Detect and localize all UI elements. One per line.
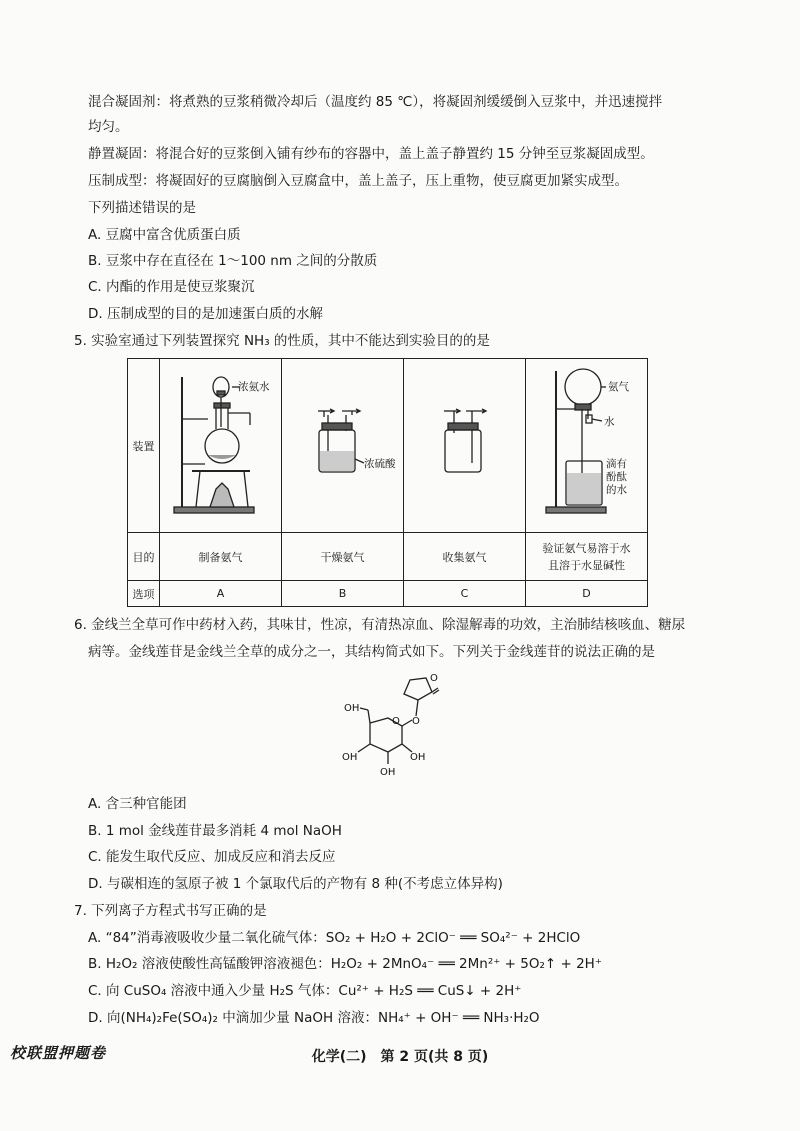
- row-label-purpose: 目的: [128, 533, 160, 581]
- purpose-b: 干燥氨气: [282, 533, 404, 581]
- label-water: 水: [604, 416, 615, 428]
- struct-ring-o: O: [392, 716, 400, 727]
- page-footer: 化学(二) 第 2 页(共 8 页): [311, 1049, 489, 1065]
- struct-oh-1: OH: [344, 703, 360, 714]
- struct-oh-3: OH: [380, 767, 396, 778]
- apparatus-b: [282, 359, 404, 533]
- apparatus-d: [526, 359, 648, 533]
- label-ammonia-gas: 氨气: [608, 381, 629, 393]
- q7-stem: 7. 下列离子方程式书写正确的是: [74, 903, 267, 919]
- intro-line-3: 静置凝固：将混合好的豆浆倒入铺有纱布的容器中，盖上盖子静置约 15 分钟至豆浆凝固成型。: [88, 146, 654, 162]
- q7-option-b: B. H₂O₂ 溶液使酸性高锰酸钾溶液褪色：H₂O₂ + 2MnO₄⁻ ══ 2Mn²⁺ + 5O₂↑ + 2H⁺: [88, 956, 602, 972]
- label-conc-ammonia: 浓氨水: [238, 381, 270, 393]
- purpose-d: [526, 533, 648, 581]
- label-phenol-1: 滴有: [606, 458, 627, 470]
- apparatus-a-drawing: [160, 359, 281, 529]
- option-b: B: [282, 581, 404, 607]
- struct-oh-2: OH: [342, 752, 358, 763]
- q6-stem-2: 病等。金线莲苷是金线兰全草的成分之一，其结构简式如下。下列关于金线莲苷的说法正确的是: [88, 644, 655, 660]
- brand-logo: 校联盟押题卷: [10, 1044, 107, 1062]
- purpose-a: 制备氨气: [160, 533, 282, 581]
- apparatus-a: [160, 359, 282, 533]
- q5-stem: 5. 实验室通过下列装置探究 NH₃ 的性质，其中不能达到实验目的的是: [74, 333, 490, 349]
- q6-option-c: C. 能发生取代反应、加成反应和消去反应: [88, 849, 336, 865]
- intro-line-4: 压制成型：将凝固好的豆腐脑倒入豆腐盒中，盖上盖子，压上重物，使豆腐更加紧实成型。: [88, 173, 628, 189]
- apparatus-d-drawing: [526, 359, 647, 529]
- intro-line-2: 均匀。: [88, 119, 129, 135]
- purpose-d-line2: 且溶于水显碱性: [548, 558, 625, 572]
- label-phenol-3: 的水: [606, 484, 627, 496]
- apparatus-c-drawing: [404, 359, 525, 529]
- struct-carbonyl-o: O: [430, 673, 438, 684]
- q6-option-a: A. 含三种官能团: [88, 796, 187, 812]
- q7-option-d: D. 向(NH₄)₂Fe(SO₄)₂ 中滴加少量 NaOH 溶液：NH₄⁺ + OH⁻ ══ NH₃·H₂O: [88, 1010, 540, 1026]
- q4-option-b: B. 豆浆中存在直径在 1～100 nm 之间的分散质: [88, 253, 378, 269]
- q6-option-b: B. 1 mol 金线莲苷最多消耗 4 mol NaOH: [88, 823, 342, 839]
- row-label-apparatus: 装置: [128, 359, 160, 533]
- option-d: D: [526, 581, 648, 607]
- row-label-option: 选项: [128, 581, 160, 607]
- label-phenol-2: 酚酞: [606, 471, 627, 483]
- apparatus-c: [404, 359, 526, 533]
- q6-option-d: D. 与碳相连的氢原子被 1 个氯取代后的产物有 8 种(不考虑立体异构): [88, 876, 503, 892]
- q7-option-c: C. 向 CuSO₄ 溶液中通入少量 H₂S 气体：Cu²⁺ + H₂S ══ CuS↓ + 2H⁺: [88, 983, 522, 999]
- option-a: A: [160, 581, 282, 607]
- q4-option-c: C. 内酯的作用是使豆浆聚沉: [88, 279, 255, 295]
- purpose-d-line1: 验证氨气易溶于水: [542, 541, 631, 555]
- q4-option-a: A. 豆腐中富含优质蛋白质: [88, 227, 241, 243]
- label-conc-sulfuric: 浓硫酸: [364, 458, 396, 470]
- q4-stem: 下列描述错误的是: [88, 200, 196, 216]
- purpose-c: 收集氨气: [404, 533, 526, 581]
- struct-glycoside-o: O: [412, 716, 420, 727]
- q6-stem-1: 6. 金线兰全草可作中药材入药，其味甘，性凉，有清热凉血、除湿解毒的功效，主治肺结核咳血、糖尿: [74, 617, 686, 633]
- apparatus-table: [127, 358, 648, 607]
- jinxianlianoside-structure: [330, 668, 460, 786]
- intro-line-1: 混合凝固剂：将煮熟的豆浆稍微冷却后（温度约 85 ℃），将凝固剂缓缓倒入豆浆中，并迅速搅拌: [88, 94, 663, 110]
- q7-option-a: A. “84”消毒液吸收少量二氧化硫气体：SO₂ + H₂O + 2ClO⁻ ══ SO₄²⁻ + 2HClO: [88, 930, 581, 946]
- option-c: C: [404, 581, 526, 607]
- q4-option-d: D. 压制成型的目的是加速蛋白质的水解: [88, 306, 323, 322]
- apparatus-b-drawing: [282, 359, 403, 529]
- struct-oh-4: OH: [410, 752, 426, 763]
